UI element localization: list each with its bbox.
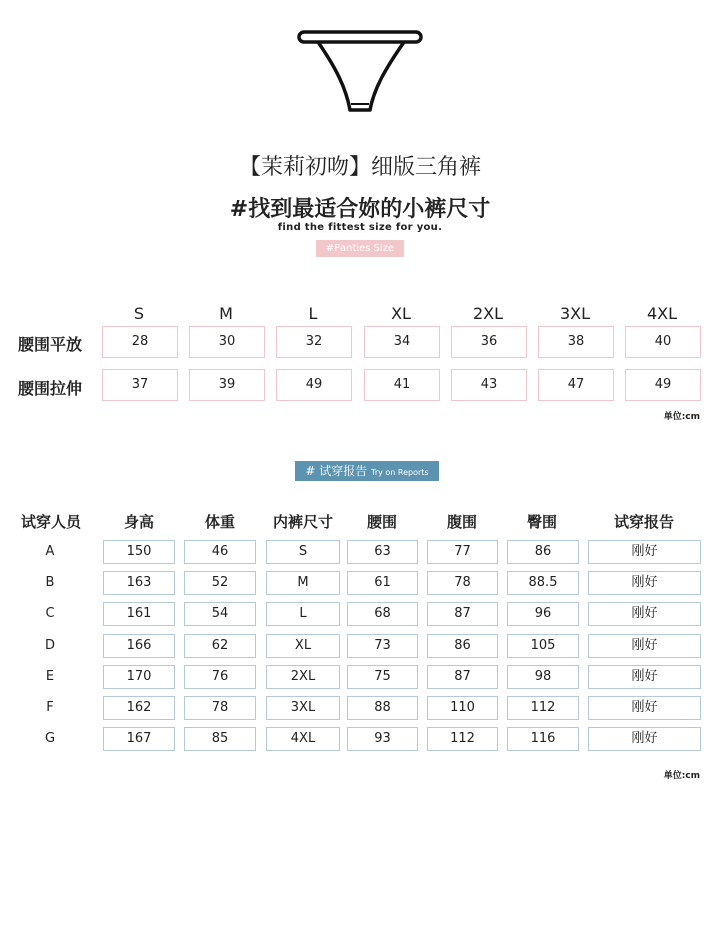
report-cell-result: 刚好 xyxy=(588,696,701,720)
report-cell-abdomen: 78 xyxy=(427,571,498,595)
report-cell-waist: 75 xyxy=(347,665,418,689)
report-row-tester: G xyxy=(44,731,56,747)
report-cell-height: 163 xyxy=(103,571,175,595)
report-cell-waist: 88 xyxy=(347,696,418,720)
report-cell-hip: 116 xyxy=(507,727,579,751)
size-unit-note: 单位:cm xyxy=(663,412,700,422)
report-cell-weight: 52 xyxy=(184,571,256,595)
report-cell-size: 4XL xyxy=(266,727,340,751)
size-cell: 49 xyxy=(276,369,352,401)
report-cell-result: 刚好 xyxy=(588,665,701,689)
report-cell-abdomen: 86 xyxy=(427,634,498,658)
report-cell-height: 162 xyxy=(103,696,175,720)
report-cell-weight: 76 xyxy=(184,665,256,689)
report-cell-result: 刚好 xyxy=(588,540,701,564)
report-header-waist: 腰围 xyxy=(366,513,397,531)
report-cell-size: M xyxy=(266,571,340,595)
report-cell-abdomen: 87 xyxy=(427,602,498,626)
size-header-xl: XL xyxy=(391,304,411,323)
report-cell-weight: 62 xyxy=(184,634,256,658)
size-header-3xl: 3XL xyxy=(559,304,591,323)
panties-size-tag: #Panties Size xyxy=(316,240,404,257)
size-cell: 34 xyxy=(364,326,440,358)
product-title: 【茉莉初吻】细版三角裤 xyxy=(238,155,481,180)
size-header-4xl: 4XL xyxy=(646,304,678,323)
size-cell: 39 xyxy=(189,369,265,401)
report-header-height: 身高 xyxy=(123,513,154,531)
size-cell: 38 xyxy=(538,326,614,358)
report-cell-size: XL xyxy=(266,634,340,658)
report-header-size: 内裤尺寸 xyxy=(272,513,333,531)
report-cell-height: 161 xyxy=(103,602,175,626)
report-cell-abdomen: 77 xyxy=(427,540,498,564)
size-cell: 36 xyxy=(451,326,527,358)
row-label-waist-flat: 腰围平放 xyxy=(18,335,83,354)
report-cell-hip: 88.5 xyxy=(507,571,579,595)
report-cell-height: 166 xyxy=(103,634,175,658)
report-row-tester: D xyxy=(44,637,55,653)
size-cell: 49 xyxy=(625,369,701,401)
report-cell-result: 刚好 xyxy=(588,571,701,595)
size-cell: 47 xyxy=(538,369,614,401)
size-cell: 40 xyxy=(625,326,701,358)
report-cell-size: L xyxy=(266,602,340,626)
report-cell-size: 3XL xyxy=(266,696,340,720)
report-cell-waist: 73 xyxy=(347,634,418,658)
size-cell: 28 xyxy=(102,326,178,358)
report-cell-hip: 86 xyxy=(507,540,579,564)
size-cell: 30 xyxy=(189,326,265,358)
size-header-m: M xyxy=(219,304,233,323)
try-on-report-tag xyxy=(295,461,439,481)
report-cell-abdomen: 112 xyxy=(427,727,498,751)
report-unit-note: 单位:cm xyxy=(663,771,700,781)
report-row-tester: C xyxy=(45,606,55,622)
report-header-tester: 试穿人员 xyxy=(20,513,81,531)
report-cell-abdomen: 87 xyxy=(427,665,498,689)
report-header-weight: 体重 xyxy=(204,513,235,531)
report-cell-hip: 112 xyxy=(507,696,579,720)
report-cell-size: 2XL xyxy=(266,665,340,689)
report-cell-result: 刚好 xyxy=(588,727,701,751)
report-row-tester: E xyxy=(45,668,55,684)
report-cell-waist: 93 xyxy=(347,727,418,751)
report-cell-height: 150 xyxy=(103,540,175,564)
report-cell-waist: 63 xyxy=(347,540,418,564)
try-on-report-tag-en: Try on Reports xyxy=(371,468,429,477)
try-on-report-tag-main: # 试穿报告 xyxy=(305,464,368,478)
report-row-tester: B xyxy=(45,575,55,591)
report-header-abdomen: 腹围 xyxy=(446,513,477,531)
size-cell: 37 xyxy=(102,369,178,401)
report-cell-weight: 78 xyxy=(184,696,256,720)
report-row-tester: F xyxy=(46,700,54,715)
report-cell-waist: 68 xyxy=(347,602,418,626)
row-label-waist-stretch: 腰围拉伸 xyxy=(18,379,83,398)
size-cell: 43 xyxy=(451,369,527,401)
page-subtitle: find the fittest size for you. xyxy=(277,222,443,233)
report-cell-hip: 98 xyxy=(507,665,579,689)
size-header-s: S xyxy=(133,304,145,323)
report-cell-hip: 96 xyxy=(507,602,579,626)
report-header-hip: 臀围 xyxy=(526,513,557,531)
report-cell-height: 170 xyxy=(103,665,175,689)
size-header-2xl: 2XL xyxy=(472,304,504,323)
report-cell-weight: 46 xyxy=(184,540,256,564)
report-cell-hip: 105 xyxy=(507,634,579,658)
report-cell-height: 167 xyxy=(103,727,175,751)
report-cell-result: 刚好 xyxy=(588,602,701,626)
report-cell-weight: 85 xyxy=(184,727,256,751)
page-headline: #找到最适合妳的小裤尺寸 xyxy=(229,197,491,222)
report-cell-size: S xyxy=(266,540,340,564)
report-header-result: 试穿报告 xyxy=(613,513,674,531)
report-row-tester: A xyxy=(45,544,55,559)
report-cell-weight: 54 xyxy=(184,602,256,626)
report-cell-abdomen: 110 xyxy=(427,696,498,720)
report-cell-waist: 61 xyxy=(347,571,418,595)
panties-icon xyxy=(296,28,424,120)
size-header-l: L xyxy=(308,304,318,323)
report-cell-result: 刚好 xyxy=(588,634,701,658)
size-cell: 41 xyxy=(364,369,440,401)
size-cell: 32 xyxy=(276,326,352,358)
